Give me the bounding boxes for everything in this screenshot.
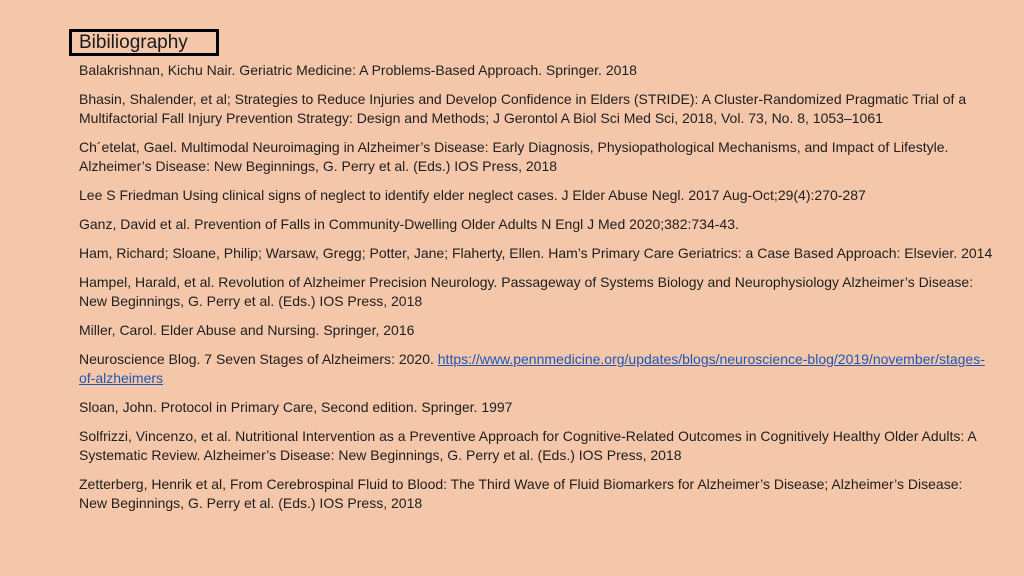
reference-item [79,350,994,388]
reference-item: Ganz, David et al. Prevention of Falls in Community-Dwelling Older Adults N Engl J Med 2020;382:734-43. [79,216,739,232]
reference-item: Ch´etelat, Gael. Multimodal Neuroimaging in Alzheimer’s Disease: Early Diagnosis, Physiopathological Mechanisms, and Impact of Lifestyle. Alzheimer’s Disease: New Beginnings, G. Perry et al. (Eds.) IOS Press, 2018 [79,139,949,174]
reference-item: Hampel, Harald, et al. Revolution of Alzheimer Precision Neurology. Passageway of Systems Biology and Neurophysiology Alzheimer’s Disease: New Beginnings, G. Perry et al. (Eds.) IOS Press, 2018 [79,274,974,309]
reference-text: Neuroscience Blog. 7 Seven Stages of Alzheimers: 2020. [79,351,438,367]
reference-item: Bhasin, Shalender, et al; Strategies to Reduce Injuries and Develop Confidence in Elders (STRIDE): A Cluster-Randomized Pragmatic Trial of a Multifactorial Fall Injury Prevention Strategy: Design and Methods; J Gerontol A Biol Sci Med Sci, 2018, Vol. 73, No. 8, 1053–1061 [79,91,967,126]
reference-link[interactable]: https://www.pennmedicine.org/updates/blogs/neuroscience-blog/2019/november/stages-of-alzheimers [79,351,985,386]
page-title: Bibiliography [69,29,219,56]
reference-item: Balakrishnan, Kichu Nair. Geriatric Medicine: A Problems-Based Approach. Springer. 2018 [79,62,637,78]
reference-item: Sloan, John. Protocol in Primary Care, Second edition. Springer. 1997 [79,399,513,415]
reference-item: Miller, Carol. Elder Abuse and Nursing. Springer, 2016 [79,322,415,338]
reference-item: Zetterberg, Henrik et al, From Cerebrospinal Fluid to Blood: The Third Wave of Fluid Biomarkers for Alzheimer’s Disease; Alzheimer’s Disease: New Beginnings, G. Perry et al. (Eds.) IOS Press, 2018 [79,476,963,511]
reference-item: Lee S Friedman Using clinical signs of neglect to identify elder neglect cases. J Elder Abuse Negl. 2017 Aug-Oct;29(4):270-287 [79,187,866,203]
reference-list [79,61,994,523]
reference-item: Ham, Richard; Sloane, Philip; Warsaw, Gregg; Potter, Jane; Flaherty, Ellen. Ham’s Primary Care Geriatrics: a Case Based Approach: Elsevier. 2014 [79,245,993,261]
reference-item: Solfrizzi, Vincenzo, et al. Nutritional Intervention as a Preventive Approach for Cognitive-Related Outcomes in Cognitively Healthy Older Adults: A Systematic Review. Alzheimer’s Disease: New Beginnings, G. Perry et al. (Eds.) IOS Press, 2018 [79,428,976,463]
